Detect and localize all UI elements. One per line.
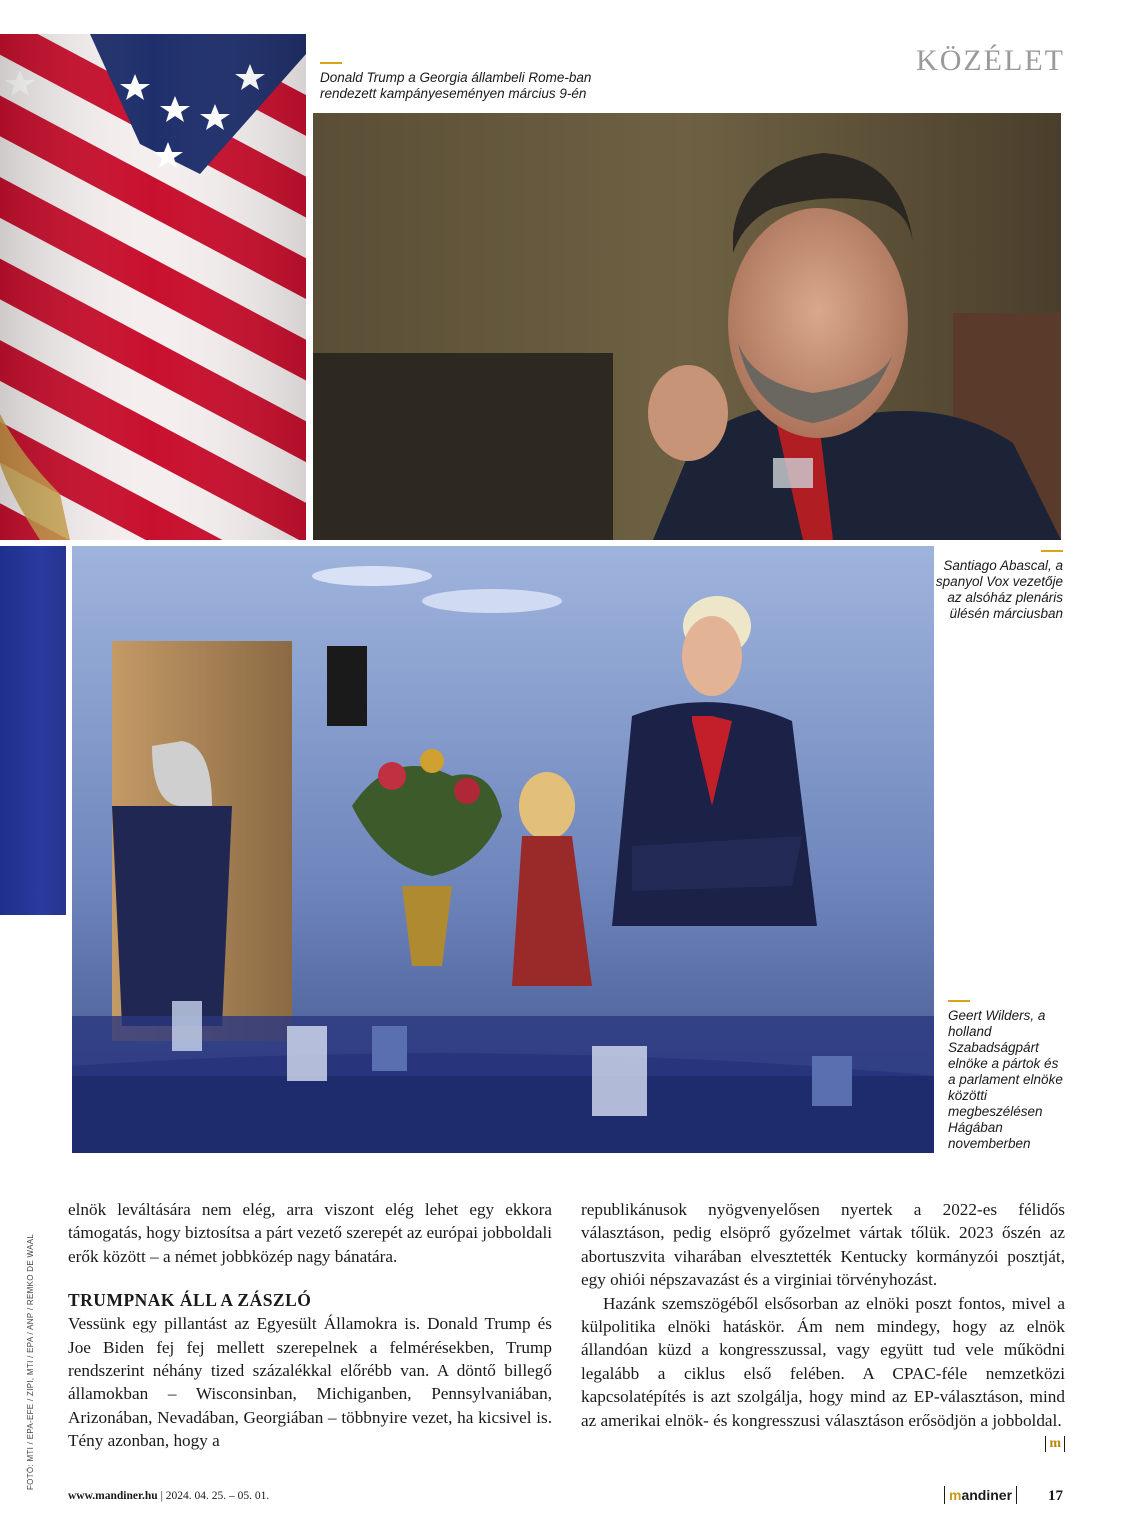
section-label: KÖZÉLET [916, 44, 1065, 77]
abascal-photo [313, 113, 1061, 540]
abascal-caption-text: Santiago Abascal, a spanyol Vox vezetője az alsóház plenáris ülésén márciusban [935, 558, 1063, 621]
wilders-caption-text: Geert Wilders, a holland Szabadságpárt elnöke a pártok és a parlament elnöke közötti megbeszélésen Hágában novemberben [948, 1008, 1063, 1151]
trump-photo-caption [320, 62, 620, 102]
article-column-right [581, 1198, 1065, 1452]
american-flag-photo [0, 34, 306, 540]
article-paragraph: Hazánk szemszögéből elsősorban az elnöki poszt fontos, mivel a külpolitika elnöki hatáskör. Ám nem mindegy, hogy az elnök állandóan küzd a kongresszussal, vagy együtt tud vele működni legalább a ciklus első felében. A CPAC-féle nemzetközi kapcsolatépítés is azt szolgálja, hogy mind az EP-választáson, mind az amerikai elnök- és kongresszusi választáson erősödjön a jobboldal. [581, 1293, 1065, 1430]
logo-text: andiner [961, 1487, 1013, 1503]
footer-issue-dates: 2024. 04. 25. – 05. 01. [165, 1490, 270, 1502]
article-paragraph: Vessünk egy pillantást az Egyesült Államokra is. Donald Trump és Joe Biden fej fej mellett szerepelnek a felmérésekben, Trump rendszerint néhány tized százalékkal előrébb van. A döntő billegő államokban – Wisconsinban, Michiganben, Pennsylvaniában, Arizonában, Nevadában, Georgiában – többnyire vezet, ha kicsivel is. Tény azonban, hogy a [68, 1314, 552, 1451]
footer-website-link[interactable]: www.mandiner.hu [68, 1490, 158, 1502]
wilders-photo-caption [948, 1000, 1068, 1152]
mandiner-logo [944, 1486, 1017, 1504]
trump-caption-text: Donald Trump a Georgia állambeli Rome-ban rendezett kampányeseményen március 9-én [320, 70, 592, 101]
caption-accent-line [320, 62, 342, 64]
article-paragraph: elnök leváltására nem elég, arra viszont elég lehet egy ekkora támogatás, hogy biztosítsa a párt vezető szerepét az európai jobboldali erők között – a német jobbközép nagy bánatára. [68, 1200, 552, 1266]
abascal-photo-caption [923, 550, 1063, 622]
caption-accent-line [1041, 550, 1063, 552]
article-subheading: TRUMPNAK ÁLL A ZÁSZLÓ [68, 1290, 312, 1311]
article-end-mark: m [1045, 1436, 1065, 1452]
wilders-photo [72, 546, 934, 1153]
logo-letter-m: m [949, 1487, 962, 1503]
photo-credit: FOTÓ: MTI / EPA-EFE / ZIPI, MTI / EPA / ANP / REMKO DE WAAL [26, 1233, 35, 1490]
article-paragraph: republikánusok nyögvenyelősen nyertek a 2022-es félidős választáson, pedig elsöprő győzelmet vártak tőlük. 2023 őszén az abortuszvita viharában elvesztették Kentucky kormányzói posztját, egy ohiói népszavazást és a virginiai törvényhozást. [581, 1200, 1065, 1290]
caption-accent-line [948, 1000, 970, 1002]
article-column-left [68, 1198, 552, 1453]
footer-publication-info [68, 1490, 269, 1502]
blue-backdrop-photo [0, 546, 66, 915]
footer-separator: | [160, 1490, 166, 1502]
page-number: 17 [1048, 1488, 1063, 1504]
